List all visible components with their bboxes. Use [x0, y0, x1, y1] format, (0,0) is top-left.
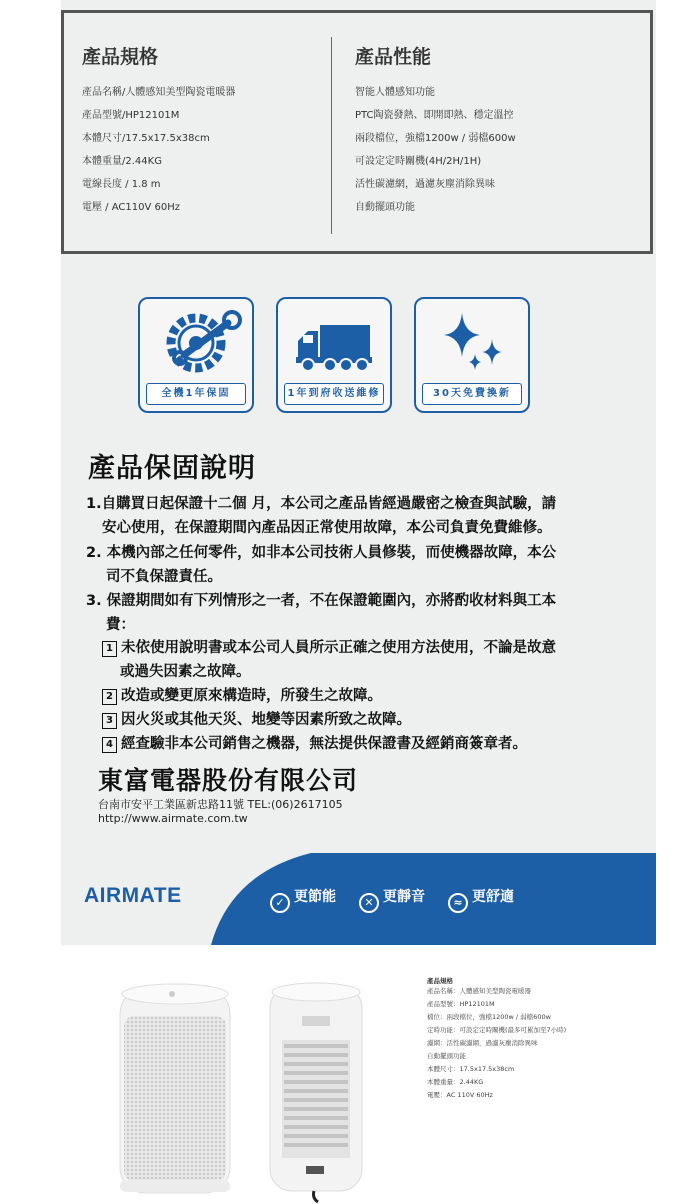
performance-item: 兩段檔位，強檔1200w / 弱檔600w — [355, 133, 516, 144]
number-box: 1 — [102, 641, 117, 657]
warranty-text: 或過失因素之故障。 — [120, 664, 251, 680]
heater-front-image — [110, 980, 240, 1200]
number-box: 2 — [102, 689, 117, 705]
mini-spec-title: 產品規格 — [427, 977, 453, 985]
spec-item: 本體重量/2.44KG — [82, 156, 162, 167]
replacement-badge-label: 30天免費換新 — [422, 383, 522, 405]
company-url[interactable]: http://www.airmate.com.tw — [98, 812, 248, 825]
spec-item: 產品型號/HP12101M — [82, 110, 180, 121]
check-icon: ✓ — [270, 893, 290, 913]
mini-spec-line: 自動擺頭功能 — [427, 1052, 466, 1060]
company-address: 台南市安平工業區新忠路11號 TEL:(06)2617105 — [98, 798, 343, 811]
performance-item: PTC陶瓷發熱、即開即熱、穩定溫控 — [355, 110, 514, 121]
mini-spec-line: 濾網：活性碳濾網，過濾灰塵消除異味 — [427, 1039, 538, 1047]
warranty-item-2 — [86, 541, 626, 589]
warranty-sub-2 — [102, 684, 622, 708]
performance-title: 產品性能 — [355, 46, 432, 68]
delivery-badge-label: 1年到府收送維修 — [284, 383, 384, 405]
warranty-badge-label: 全機1年保固 — [146, 383, 246, 405]
feature-comfort — [448, 886, 514, 913]
company-name: 東富電器股份有限公司 — [98, 766, 359, 795]
warranty-item-3 — [86, 589, 626, 637]
replacement-badge — [414, 297, 530, 413]
feature-energy — [270, 886, 336, 913]
performance-item: 活性碳濾網，過濾灰塵消除異味 — [355, 179, 495, 190]
mini-spec-line: 電壓：AC 110V 60Hz — [427, 1091, 493, 1099]
spec-title: 產品規格 — [82, 46, 159, 68]
warranty-text: 因火災或其他天災、地變等因素所致之故障。 — [121, 712, 411, 728]
warranty-item-1 — [86, 492, 626, 540]
mini-spec-line: 本體重量：2.44KG — [427, 1078, 484, 1086]
spec-item: 電線長度 / 1.8 m — [82, 179, 161, 190]
warranty-title: 產品保固說明 — [88, 453, 256, 484]
spec-list — [82, 86, 235, 224]
feature-label: 更節能 — [294, 889, 336, 905]
warranty-sub-4 — [102, 732, 622, 756]
number-box: 3 — [102, 713, 117, 729]
spec-item: 產品名稱/人體感知美型陶瓷電暖器 — [82, 87, 236, 98]
warranty-text: 經查驗非本公司銷售之機器，無法提供保證書及經銷商簽章者。 — [121, 736, 527, 752]
spec-item: 電壓 / AC110V 60Hz — [82, 202, 180, 213]
feature-label: 更舒適 — [472, 889, 514, 905]
warranty-text: 2. 本機內部之任何零件，如非本公司技術人員修裝，而使機器故障，本公 — [86, 545, 557, 561]
warranty-text: 1.自購買日起保證十二個 月，本公司之產品皆經過嚴密之檢查與試驗，請 — [86, 496, 557, 512]
feature-label: 更靜音 — [383, 889, 425, 905]
performance-item: 可設定定時關機(4H/2H/1H) — [355, 156, 482, 167]
mini-spec-line: 產品型號：HP12101M — [427, 1000, 495, 1008]
performance-item: 自動擺頭功能 — [355, 202, 415, 213]
mini-spec-line: 產品名稱：人體感知美型陶瓷電暖器 — [427, 987, 531, 995]
warranty-text: 改造或變更原來構造時，所發生之故障。 — [121, 688, 382, 704]
feature-quiet — [359, 886, 425, 913]
heater-back-image — [262, 980, 372, 1204]
performance-list — [355, 86, 516, 224]
airmate-logo: AIRMATE — [84, 884, 182, 907]
warranty-badge — [138, 297, 254, 413]
delivery-badge — [276, 297, 392, 413]
mini-spec — [427, 976, 566, 1103]
warranty-text: 未依使用說明書或本公司人員所示正確之使用方法使用，不論是故意 — [121, 640, 556, 656]
wave-icon: ≈ — [448, 893, 468, 913]
warranty-sub-3 — [102, 708, 622, 732]
warranty-text: 安心使用，在保證期間內產品因正常使用故障，本公司負責免費維修。 — [102, 520, 552, 536]
number-box: 4 — [102, 737, 117, 753]
spec-divider — [331, 37, 332, 234]
mute-icon: ✕ — [359, 893, 379, 913]
warranty-text: 司不負保證責任。 — [106, 569, 222, 585]
warranty-text: 3. 保證期間如有下列情形之一者，不在保證範圍內，亦將酌收材料與工本 — [86, 593, 557, 609]
spec-item: 本體尺寸/17.5x17.5x38cm — [82, 133, 210, 144]
mini-spec-line: 檔位：兩段檔位，強檔1200w / 弱檔600w — [427, 1013, 551, 1021]
warranty-sub-1 — [102, 636, 622, 684]
warranty-text: 費： — [106, 617, 135, 633]
performance-item: 智能人體感知功能 — [355, 87, 435, 98]
mini-spec-line: 定時功能：可設定定時關機(最多可累加至7小時) — [427, 1026, 567, 1034]
mini-spec-line: 本體尺寸：17.5x17.5x38cm — [427, 1065, 515, 1073]
